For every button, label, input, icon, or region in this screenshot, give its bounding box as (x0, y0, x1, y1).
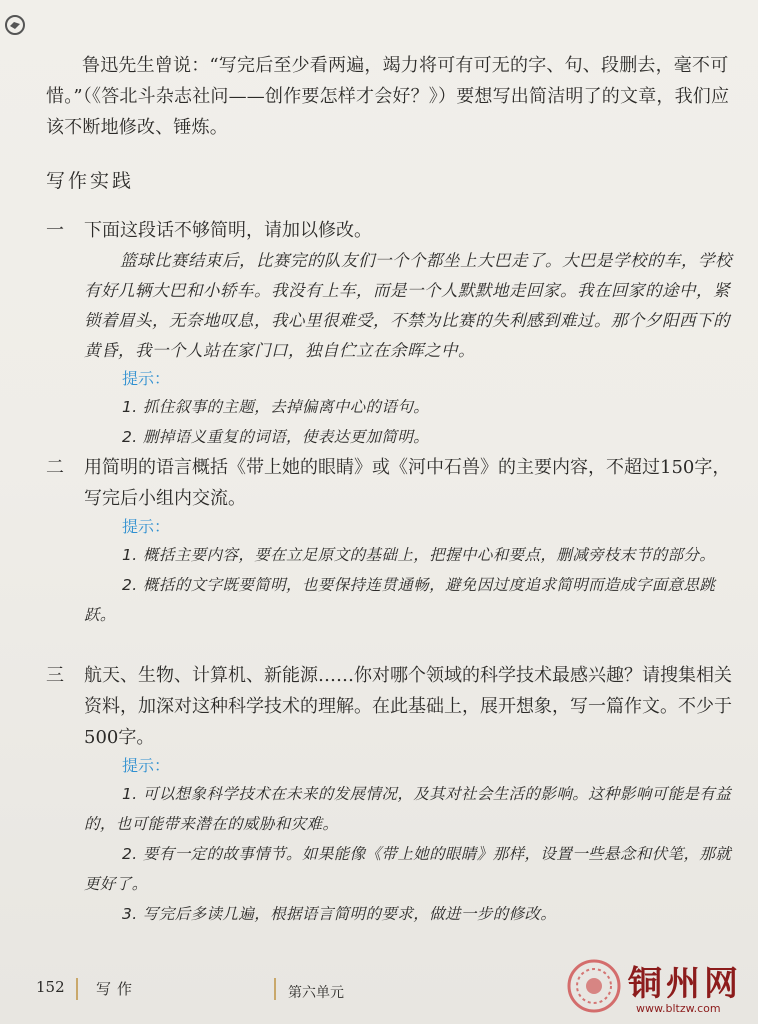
exercise-number: 一 (46, 220, 64, 241)
hint-item: 2. 要有一定的故事情节。如果能像《带上她的眼睛》那样，设置一些悬念和伏笔，那就更好了。 (84, 845, 732, 893)
exercise-passage: 篮球比赛结束后，比赛完的队友们一个个都坐上大巴走了。大巴是学校的车，学校有好几辆大巴和小轿车。我没有上车，而是一个人默默地走回家。我在回家的途中，紧锁着眉头，无奈地叹息，我心里很难受，不禁为比赛的失利感到难过。那个夕阳西下的黄昏，我一个人站在家门口，独自伫立在余晖之中。 (84, 251, 732, 360)
exercise-3 (46, 660, 746, 929)
hint-item: 1. 抓住叙事的主题，去掉偏离中心的语句。 (122, 398, 430, 416)
exercise-2 (46, 452, 746, 630)
hint-label: 提示： (122, 369, 171, 388)
watermark-text: 铜州网 (628, 964, 742, 1004)
hint-item: 2. 删掉语义重复的词语，使表达更加简明。 (122, 428, 430, 446)
exercise-prompt: 下面这段话不够简明，请加以修改。 (84, 220, 372, 241)
footer-unit-name: 第六单元 (288, 985, 344, 1001)
exercise-prompt: 用简明的语言概括《带上她的眼睛》或《河中石兽》的主要内容，不超过150字，写完后小组内交流。 (84, 457, 731, 509)
hint-item: 2. 概括的文字既要简明，也要保持连贯通畅，避免因过度追求简明而造成字面意思跳跃。 (84, 576, 716, 624)
footer-divider (76, 978, 78, 1000)
exercise-prompt: 航天、生物、计算机、新能源……你对哪个领域的科学技术最感兴趣？请搜集相关资料，加深对这种科学技术的理解。在此基础上，展开想象，写一篇作文。不少于500字。 (84, 665, 732, 748)
hint-label: 提示： (122, 756, 171, 775)
book-corner-icon (4, 14, 26, 36)
exercise-number: 二 (46, 457, 64, 478)
watermark-url: www.bltzw.com (636, 1002, 721, 1015)
hint-item: 1. 可以想象科学技术在未来的发展情况，及其对社会生活的影响。这种影响可能是有益的，也可能带来潜在的威胁和灾难。 (84, 785, 732, 833)
hint-item: 1. 概括主要内容，要在立足原文的基础上，把握中心和要点，删减旁枝末节的部分。 (122, 546, 716, 564)
exercise-1 (46, 215, 746, 452)
page-number: 152 (36, 978, 65, 996)
intro-paragraph: 鲁迅先生曾说：“写完后至少看两遍，竭力将可有可无的字、句、段删去，毫不可惜。”（《答北斗杂志社问——创作要怎样才会好？》）要想写出简洁明了的文章，我们应该不断地修改、锤炼。 (46, 55, 730, 138)
hint-label: 提示： (122, 517, 171, 536)
watermark-logo-icon (566, 958, 622, 1014)
hint-item: 3. 写完后多读几遍，根据语言简明的要求，做进一步的修改。 (122, 905, 557, 923)
footer-section-name: 写作 (96, 980, 139, 998)
section-title: 写作实践 (46, 170, 135, 192)
site-watermark (560, 952, 758, 1024)
footer-divider (274, 978, 276, 1000)
exercise-number: 三 (46, 665, 64, 686)
